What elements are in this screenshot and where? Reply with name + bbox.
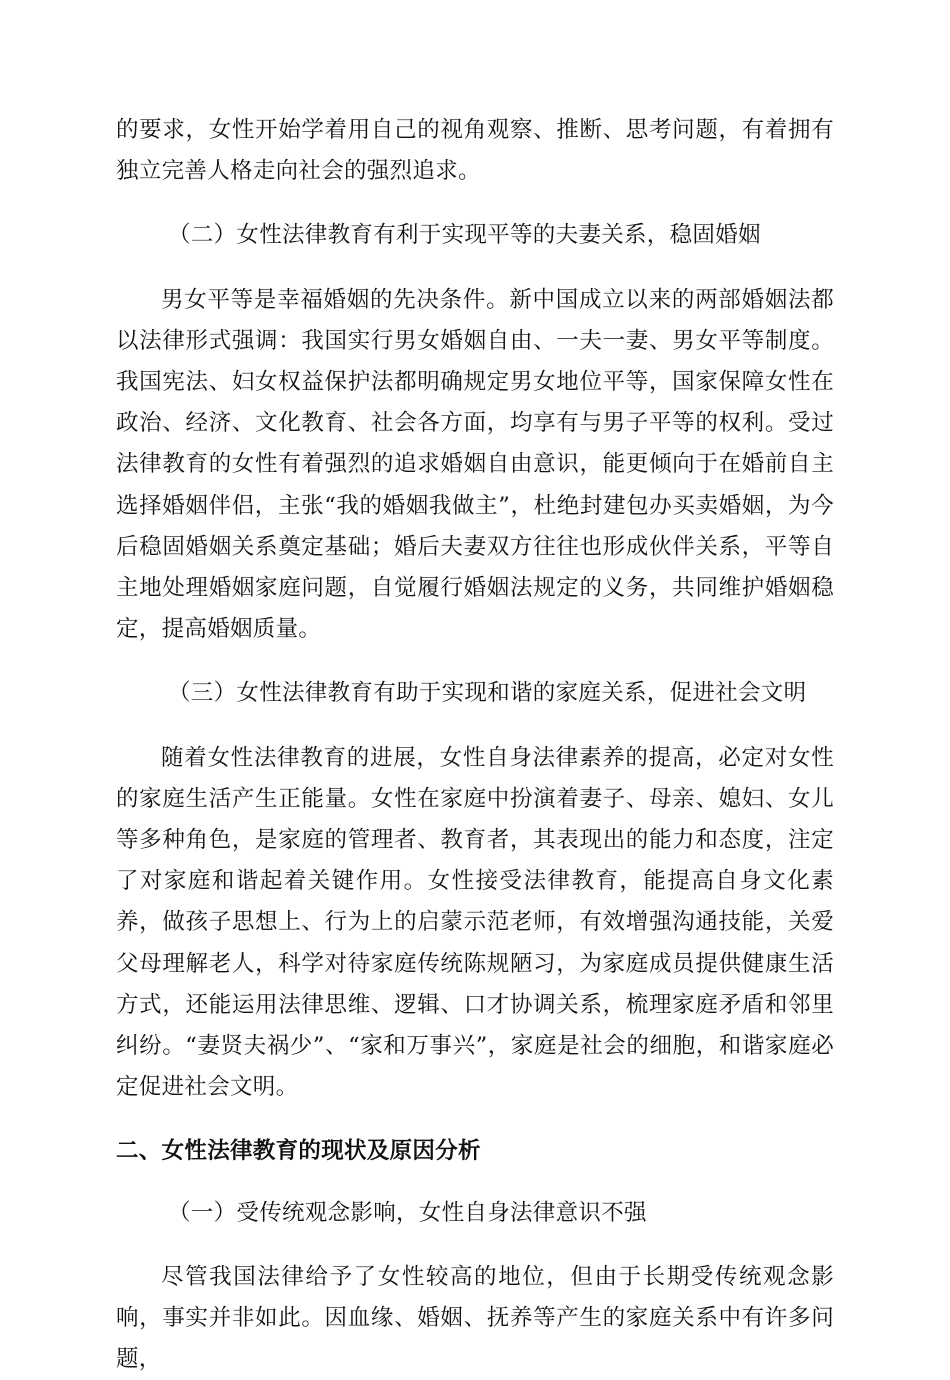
paragraph-family-harmony: 随着女性法律教育的进展，女性自身法律素养的提高，必定对女性的家庭生活产生正能量。女性在家庭中扮演着妻子、母亲、媳妇、女儿等多种角色，是家庭的管理者、教育者，其表现出的能力和态度，注定了对家庭和谐起着关键作用。女性接受法律教育，能提高自身文化素养，做孩子思想上、行为上的启蒙示范老师，有效增强沟通技能，关爱父母理解老人，科学对待家庭传统陈规陋习，为家庭成员提供健康生活方式，还能运用法律思维、逻辑、口才协调关系，梳理家庭矛盾和邻里纠纷。“妻贤夫祸少”、“家和万事兴”，家庭是社会的细胞，和谐家庭必定促进社会文明。 bbox=[116, 744, 834, 1101]
paragraph-traditional-views: 尽管我国法律给予了女性较高的地位，但由于长期受传统观念影响，事实并非如此。因血缘、婚姻、抚养等产生的家庭关系中有许多问题， bbox=[116, 1263, 834, 1373]
paragraph-marriage-equality: 男女平等是幸福婚姻的先决条件。新中国成立以来的两部婚姻法都以法律形式强调：我国实行男女婚姻自由、一夫一妻、男女平等制度。我国宪法、妇女权益保护法都明确规定男女地位平等，国家保障女性在政治、经济、文化教育、社会各方面，均享有与男子平等的权利。受过法律教育的女性有着强烈的追求婚姻自由意识，能更倾向于在婚前自主选择婚姻伴侣，主张“我的婚姻我做主”，杜绝封建包办买卖婚姻，为今后稳固婚姻关系奠定基础；婚后夫妻双方往往也形成伙伴关系，平等自主地处理婚姻家庭问题，自觉履行婚姻法规定的义务，共同维护婚姻稳定，提高婚姻质量。 bbox=[116, 286, 834, 643]
section2-subheading-1: （一）受传统观念影响，女性自身法律意识不强 bbox=[168, 1199, 647, 1226]
subheading-2: （二）女性法律教育有利于实现平等的夫妻关系，稳固婚姻 bbox=[168, 222, 761, 249]
document-page bbox=[116, 110, 834, 1380]
paragraph-continued: 的要求，女性开始学着用自己的视角观察、推断、思考问题，有着拥有独立完善人格走向社会的强烈追求。 bbox=[116, 117, 834, 185]
section-heading-2: 二、女性法律教育的现状及原因分析 bbox=[116, 1138, 481, 1165]
subheading-3: （三）女性法律教育有助于实现和谐的家庭关系，促进社会文明 bbox=[168, 680, 807, 707]
